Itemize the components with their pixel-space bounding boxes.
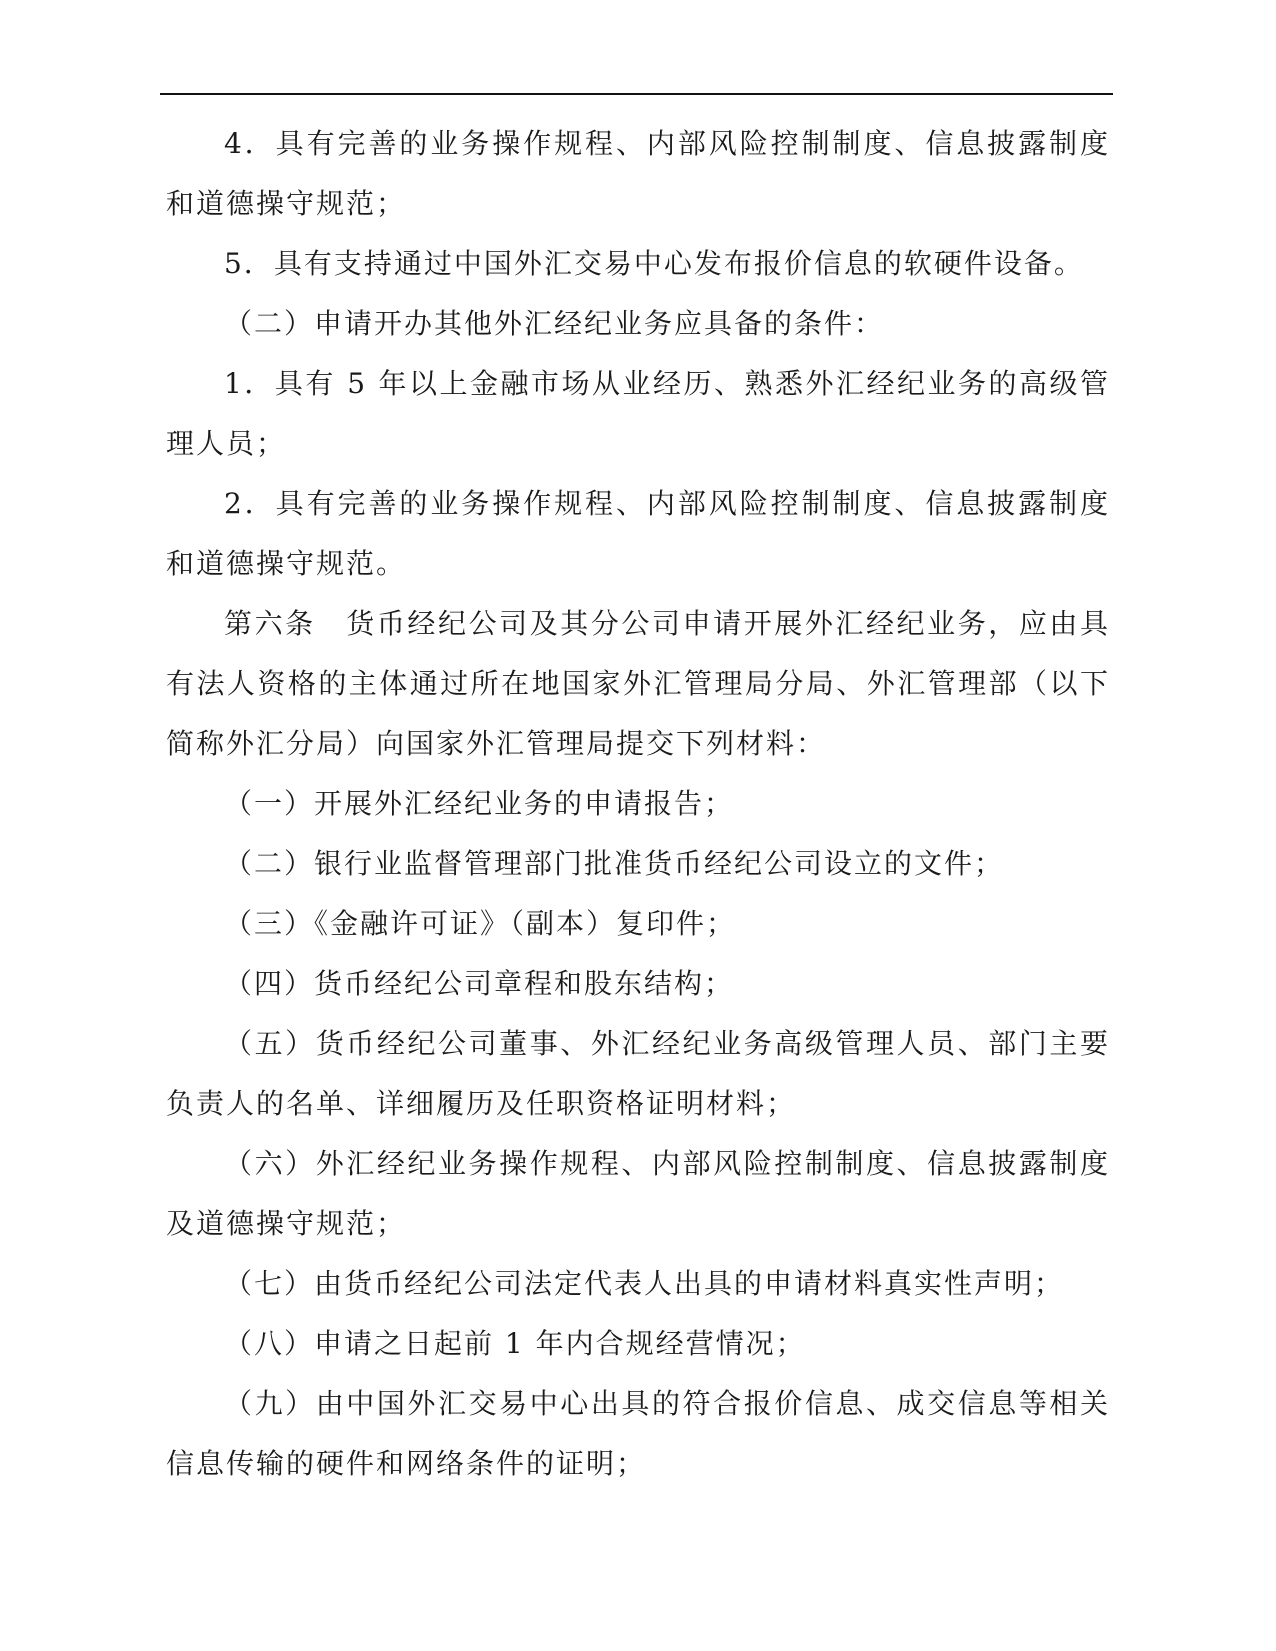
paragraph-condition-1: 1．具有 5 年以上金融市场从业经历、熟悉外汇经纪业务的高级管理人员；: [166, 367, 1110, 460]
paragraph-material-7: （七）由货币经纪公司法定代表人出具的申请材料真实性声明；: [224, 1267, 1065, 1300]
paragraph-item-4: 4．具有完善的业务操作规程、内部风险控制制度、信息披露制度和道德操守规范；: [166, 127, 1110, 220]
paragraph-item-5: 5．具有支持通过中国外汇交易中心发布报价信息的软硬件设备。: [224, 247, 1084, 280]
paragraph-material-2: （二）银行业监督管理部门批准货币经纪公司设立的文件；: [224, 847, 1005, 880]
paragraph-material-9: （九）由中国外汇交易中心出具的符合报价信息、成交信息等相关信息传输的硬件和网络条件的证明；: [166, 1387, 1110, 1480]
paragraph-material-6: （六）外汇经纪业务操作规程、内部风险控制制度、信息披露制度及道德操守规范；: [166, 1147, 1110, 1240]
paragraph-material-8: （八）申请之日起前 1 年内合规经营情况；: [224, 1327, 806, 1360]
paragraph-section-2: （二）申请开办其他外汇经纪业务应具备的条件：: [224, 307, 885, 340]
paragraph-condition-2: 2．具有完善的业务操作规程、内部风险控制制度、信息披露制度和道德操守规范。: [166, 487, 1110, 580]
header-rule: [160, 93, 1113, 95]
paragraph-article-6: 第六条 货币经纪公司及其分公司申请开展外汇经纪业务，应由具有法人资格的主体通过所在地国家外汇管理局分局、外汇管理部（以下简称外汇分局）向国家外汇管理局提交下列材料：: [166, 607, 1110, 760]
paragraph-material-3: （三）《金融许可证》（副本）复印件；: [224, 907, 737, 940]
paragraph-material-1: （一）开展外汇经纪业务的申请报告；: [224, 787, 735, 820]
paragraph-material-4: （四）货币经纪公司章程和股东结构；: [224, 967, 735, 1000]
paragraph-material-5: （五）货币经纪公司董事、外汇经纪业务高级管理人员、部门主要负责人的名单、详细履历及任职资格证明材料；: [166, 1027, 1110, 1120]
document-body: [166, 114, 1110, 1494]
